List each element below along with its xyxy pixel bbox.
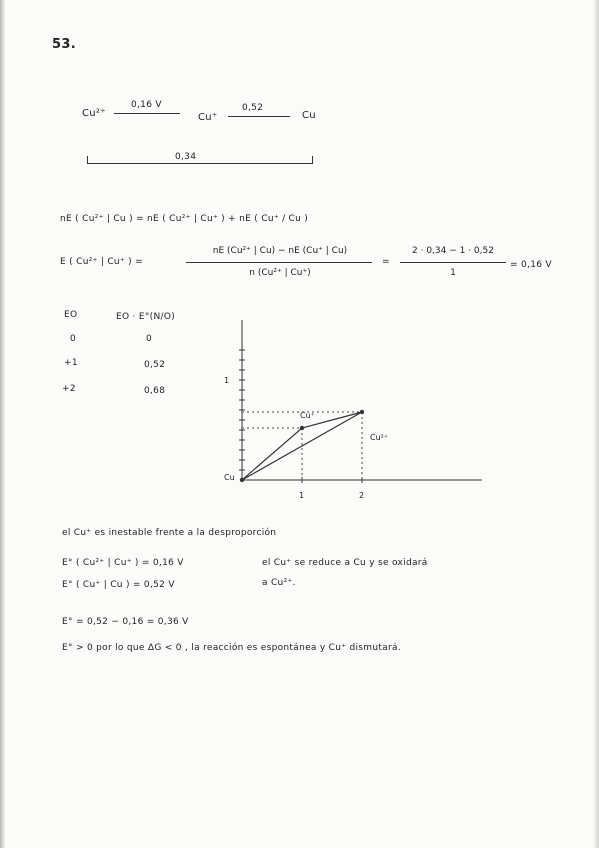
table-row-1-value: 0 — [146, 334, 153, 344]
table-row-2-eo: +1 — [64, 358, 78, 368]
latimer-overall-tick-right — [312, 156, 313, 164]
latimer-arrow-1 — [114, 113, 180, 114]
table-header-eo: EO — [64, 310, 78, 320]
equation-numerator-1: nE (Cu²⁺ | Cu) − nE (Cu⁺ | Cu) — [212, 246, 348, 256]
data-point-label: Cu²⁺ — [370, 433, 389, 442]
equation-denominator-1: n (Cu²⁺ | Cu⁺) — [249, 268, 311, 278]
table-row-2-value: 0,52 — [144, 360, 166, 370]
conclusion-side-1: el Cu⁺ se reduce a Cu y se oxidará — [262, 558, 428, 568]
latimer-potential-1: 0,16 V — [131, 100, 162, 110]
conclusion-line-5: E° > 0 por lo que ΔG < 0 , la reacción es espontánea y Cu⁺ dismutará. — [62, 643, 401, 653]
data-point-label: Cu — [224, 473, 235, 482]
conclusion-line-3: E° ( Cu⁺ | Cu ) = 0,52 V — [62, 580, 175, 590]
latimer-species-cu1: Cu⁺ — [198, 112, 218, 123]
latimer-overall-line — [87, 163, 313, 164]
data-point — [240, 478, 244, 482]
equation-fraction-bar-1 — [186, 262, 372, 263]
table-row-1-eo: 0 — [70, 334, 77, 344]
equation-fraction-bar-2 — [400, 262, 506, 263]
conclusion-side-2: a Cu²⁺. — [262, 578, 296, 588]
conclusion-line-2: E° ( Cu²⁺ | Cu⁺ ) = 0,16 V — [62, 558, 184, 568]
latimer-potential-2: 0,52 — [242, 103, 264, 113]
conclusion-line-4: E° = 0,52 − 0,16 = 0,36 V — [62, 617, 189, 627]
frost-diagram — [210, 300, 500, 510]
y-tick-label: 1 — [224, 376, 230, 385]
latimer-species-cu2: Cu²⁺ — [82, 108, 106, 119]
data-point-label: Cu⁺ — [300, 411, 315, 420]
latimer-species-cu: Cu — [302, 110, 316, 121]
equation-denominator-2: 1 — [450, 268, 456, 278]
problem-number: 53. — [52, 37, 76, 52]
data-point — [360, 410, 364, 414]
x-tick-label: 2 — [359, 491, 365, 500]
table-row-3-eo: +2 — [62, 384, 76, 394]
x-tick-label: 1 — [299, 491, 305, 500]
equation-e-lhs: E ( Cu²⁺ | Cu⁺ ) = — [60, 257, 143, 267]
latimer-overall-tick-left — [87, 156, 88, 164]
data-point — [300, 426, 304, 430]
latimer-arrow-2 — [228, 116, 290, 117]
equation-n-e-sum: nE ( Cu²⁺ | Cu ) = nE ( Cu²⁺ | Cu⁺ ) + nE ( Cu⁺ / Cu ) — [60, 214, 309, 224]
equation-result: = 0,16 V — [510, 260, 552, 270]
page-right-shadow — [593, 0, 599, 848]
page-left-shadow — [0, 0, 5, 848]
latimer-potential-overall: 0,34 — [175, 152, 197, 162]
table-header-eo-e: EO · E°(N/O) — [116, 312, 176, 322]
equation-equals: = — [382, 257, 390, 267]
equation-numerator-2: 2 · 0,34 − 1 · 0,52 — [412, 246, 494, 256]
table-row-3-value: 0,68 — [144, 386, 166, 396]
conclusion-line-1: el Cu⁺ es inestable frente a la desproporción — [62, 528, 277, 538]
